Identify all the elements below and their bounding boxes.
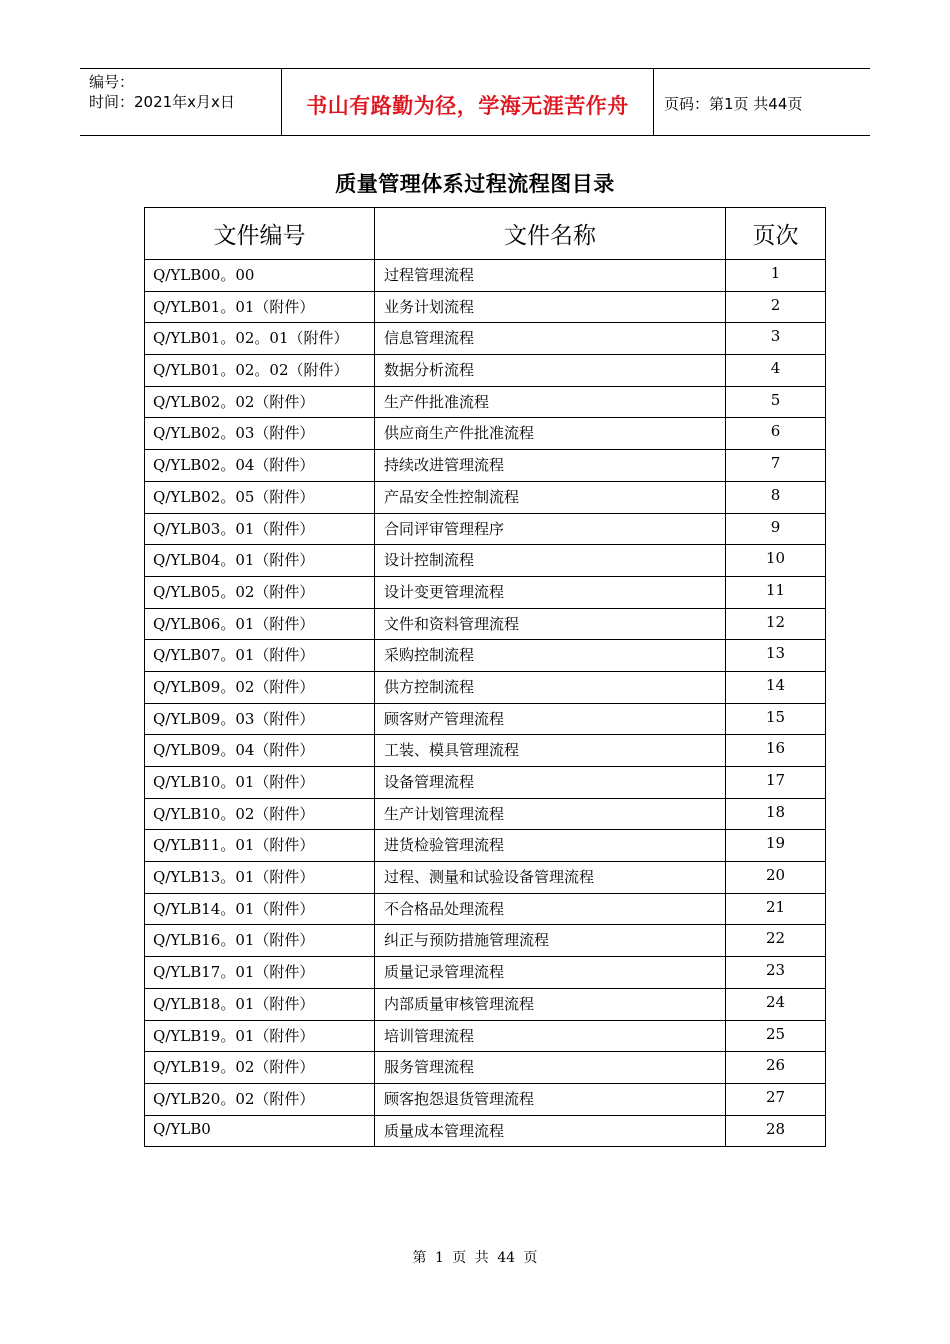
page-number-cell: 7: [726, 450, 826, 482]
page-number-cell: 19: [726, 830, 826, 862]
page-number-cell: 15: [726, 703, 826, 735]
page-number-cell: 20: [726, 862, 826, 894]
file-number-cell: Q/YLB09。02（附件）: [145, 671, 375, 703]
file-number-cell: Q/YLB0: [145, 1115, 375, 1147]
file-number-cell: Q/YLB01。02。02（附件）: [145, 355, 375, 387]
page-number-cell: 21: [726, 893, 826, 925]
header-page-info: 页码：第1页 共44页: [664, 94, 803, 113]
page-number-cell: 24: [726, 988, 826, 1020]
file-number-cell: Q/YLB18。01（附件）: [145, 988, 375, 1020]
file-name-cell: 培训管理流程: [375, 1020, 726, 1052]
table-row: [145, 450, 826, 482]
file-number-cell: Q/YLB09。03（附件）: [145, 703, 375, 735]
file-number-cell: Q/YLB07。01（附件）: [145, 640, 375, 672]
file-number-cell: Q/YLB02。03（附件）: [145, 418, 375, 450]
file-number-cell: Q/YLB16。01（附件）: [145, 925, 375, 957]
page-number-cell: 13: [726, 640, 826, 672]
file-number-cell: Q/YLB14。01（附件）: [145, 893, 375, 925]
file-name-cell: 纠正与预防措施管理流程: [375, 925, 726, 957]
table-row: [145, 545, 826, 577]
table-row: [145, 671, 826, 703]
page-number-cell: 17: [726, 767, 826, 799]
file-name-cell: 业务计划流程: [375, 291, 726, 323]
table-body: [145, 260, 826, 1147]
file-name-cell: 合同评审管理程序: [375, 513, 726, 545]
file-number-cell: Q/YLB09。04（附件）: [145, 735, 375, 767]
table-row: [145, 957, 826, 989]
file-number-cell: Q/YLB19。02（附件）: [145, 1052, 375, 1084]
file-number-cell: Q/YLB20。02（附件）: [145, 1083, 375, 1115]
page-number-cell: 1: [726, 260, 826, 292]
table-row: [145, 988, 826, 1020]
table-row: [145, 830, 826, 862]
file-name-cell: 过程、测量和试验设备管理流程: [375, 862, 726, 894]
table-row: [145, 862, 826, 894]
file-number-cell: Q/YLB03。01（附件）: [145, 513, 375, 545]
page-number-cell: 9: [726, 513, 826, 545]
page-number-cell: 28: [726, 1115, 826, 1147]
table-header-row: [145, 208, 826, 260]
contents-table: [144, 207, 826, 1147]
file-number-cell: Q/YLB02。02（附件）: [145, 386, 375, 418]
file-number-cell: Q/YLB10。01（附件）: [145, 767, 375, 799]
table-row: [145, 1020, 826, 1052]
column-header-file-name: 文件名称: [375, 208, 726, 260]
column-header-page: 页次: [726, 208, 826, 260]
table-row: [145, 386, 826, 418]
document-title: 质量管理体系过程流程图目录: [335, 171, 615, 196]
table-row: [145, 481, 826, 513]
file-number-cell: Q/YLB10。02（附件）: [145, 798, 375, 830]
page-number-cell: 11: [726, 576, 826, 608]
document-number-label: 编号：: [89, 73, 135, 91]
file-number-cell: Q/YLB13。01（附件）: [145, 862, 375, 894]
page-number-cell: 14: [726, 671, 826, 703]
table-row: [145, 355, 826, 387]
table-row: [145, 260, 826, 292]
file-number-cell: Q/YLB00。00: [145, 260, 375, 292]
table-row: [145, 291, 826, 323]
page-number-cell: 26: [726, 1052, 826, 1084]
page-number-cell: 3: [726, 323, 826, 355]
page-header: [80, 68, 870, 136]
table-row: [145, 418, 826, 450]
file-name-cell: 不合格品处理流程: [375, 893, 726, 925]
page-number-cell: 23: [726, 957, 826, 989]
file-number-cell: Q/YLB19。01（附件）: [145, 1020, 375, 1052]
page-number-cell: 6: [726, 418, 826, 450]
table-row: [145, 893, 826, 925]
file-name-cell: 工装、模具管理流程: [375, 735, 726, 767]
table-row: [145, 323, 826, 355]
table-row: [145, 925, 826, 957]
file-number-cell: Q/YLB11。01（附件）: [145, 830, 375, 862]
file-name-cell: 设计控制流程: [375, 545, 726, 577]
table-row: [145, 640, 826, 672]
file-number-cell: Q/YLB06。01（附件）: [145, 608, 375, 640]
file-number-cell: Q/YLB01。01（附件）: [145, 291, 375, 323]
table-row: [145, 735, 826, 767]
file-name-cell: 信息管理流程: [375, 323, 726, 355]
page-number-cell: 8: [726, 481, 826, 513]
file-name-cell: 产品安全性控制流程: [375, 481, 726, 513]
file-name-cell: 供方控制流程: [375, 671, 726, 703]
page-number-cell: 12: [726, 608, 826, 640]
file-name-cell: 进货检验管理流程: [375, 830, 726, 862]
page-number-cell: 5: [726, 386, 826, 418]
file-number-cell: Q/YLB05。02（附件）: [145, 576, 375, 608]
table-row: [145, 608, 826, 640]
file-number-cell: Q/YLB04。01（附件）: [145, 545, 375, 577]
page-number-cell: 16: [726, 735, 826, 767]
column-header-file-number: 文件编号: [145, 208, 375, 260]
page-number-cell: 25: [726, 1020, 826, 1052]
file-name-cell: 设计变更管理流程: [375, 576, 726, 608]
table-row: [145, 1115, 826, 1147]
file-name-cell: 内部质量审核管理流程: [375, 988, 726, 1020]
file-name-cell: 生产计划管理流程: [375, 798, 726, 830]
page-number-cell: 2: [726, 291, 826, 323]
page-number-cell: 22: [726, 925, 826, 957]
table-row: [145, 513, 826, 545]
document-time-label: 时间：2021年x月x日: [89, 93, 235, 111]
file-name-cell: 生产件批准流程: [375, 386, 726, 418]
table-row: [145, 798, 826, 830]
file-name-cell: 过程管理流程: [375, 260, 726, 292]
file-name-cell: 采购控制流程: [375, 640, 726, 672]
file-name-cell: 服务管理流程: [375, 1052, 726, 1084]
file-name-cell: 顾客抱怨退货管理流程: [375, 1083, 726, 1115]
file-number-cell: Q/YLB17。01（附件）: [145, 957, 375, 989]
file-name-cell: 供应商生产件批准流程: [375, 418, 726, 450]
file-name-cell: 数据分析流程: [375, 355, 726, 387]
table-row: [145, 576, 826, 608]
file-name-cell: 质量记录管理流程: [375, 957, 726, 989]
file-name-cell: 持续改进管理流程: [375, 450, 726, 482]
file-name-cell: 质量成本管理流程: [375, 1115, 726, 1147]
page-number-cell: 4: [726, 355, 826, 387]
file-name-cell: 文件和资料管理流程: [375, 608, 726, 640]
table-row: [145, 1052, 826, 1084]
table-row: [145, 767, 826, 799]
page-footer: 第 1 页 共 44 页: [412, 1250, 538, 1266]
file-number-cell: Q/YLB01。02。01（附件）: [145, 323, 375, 355]
table-row: [145, 703, 826, 735]
file-number-cell: Q/YLB02。05（附件）: [145, 481, 375, 513]
file-name-cell: 顾客财产管理流程: [375, 703, 726, 735]
file-name-cell: 设备管理流程: [375, 767, 726, 799]
page-number-cell: 10: [726, 545, 826, 577]
page-number-cell: 27: [726, 1083, 826, 1115]
file-number-cell: Q/YLB02。04（附件）: [145, 450, 375, 482]
table-row: [145, 1083, 826, 1115]
header-motto: 书山有路勤为径，学海无涯苦作舟: [281, 69, 654, 135]
header-meta: [80, 69, 281, 135]
page-number-cell: 18: [726, 798, 826, 830]
